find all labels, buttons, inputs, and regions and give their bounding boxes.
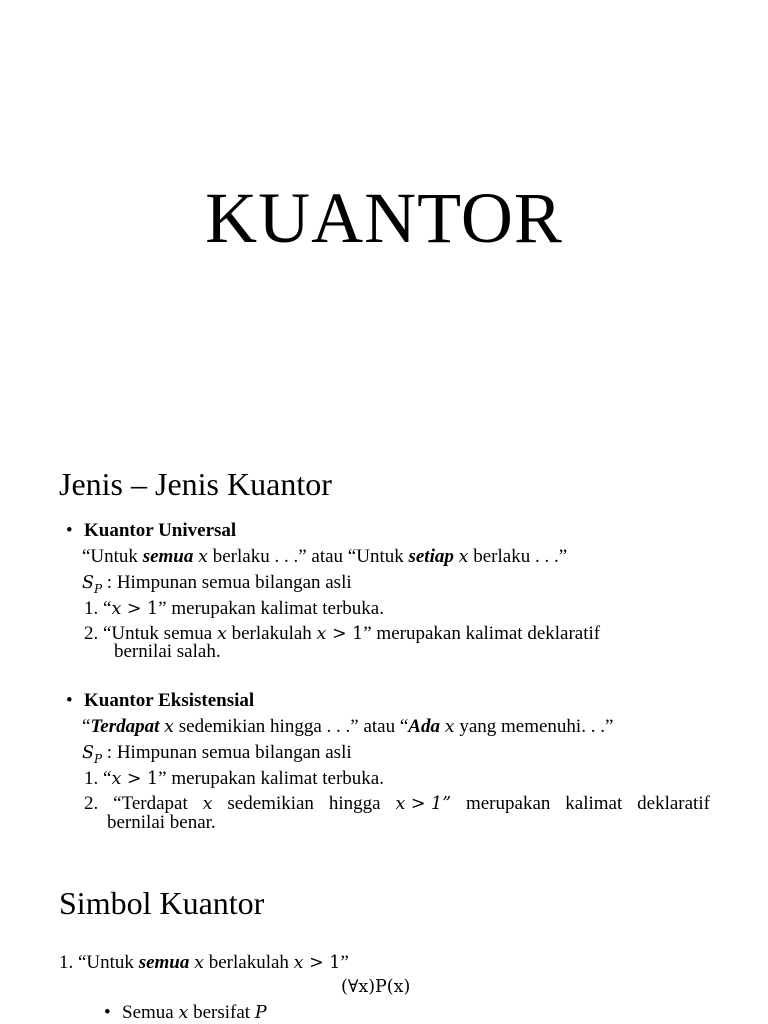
math-set-symbol: S: [82, 743, 94, 763]
math-variable: x: [444, 717, 455, 737]
text-fragment: sedemikian: [227, 793, 314, 814]
emphasis-semua: semua: [142, 546, 194, 567]
math-expression: > 1: [303, 953, 341, 973]
math-subscript: P: [93, 751, 103, 766]
bullet-label: Kuantor Eksistensial: [84, 690, 255, 711]
text-fragment: ” merupakan kalimat terbuka.: [158, 768, 384, 789]
text-fragment: bersifat: [188, 1002, 255, 1023]
section-heading-jenis-kuantor: Jenis – Jenis Kuantor: [59, 466, 332, 502]
text-fragment: Semua: [122, 1002, 179, 1023]
bullet-icon: •: [66, 520, 73, 541]
universal-item-1: [84, 598, 384, 620]
text-fragment: yang memenuhi. . .”: [454, 716, 614, 737]
bullet-icon: •: [66, 690, 73, 711]
simbol-item-1: [59, 952, 349, 974]
math-variable: x: [316, 624, 327, 644]
math-set-symbol: S: [82, 573, 94, 593]
math-expression: x > 1”: [395, 794, 452, 814]
math-variable: x: [198, 547, 208, 567]
math-variable: x: [202, 794, 213, 814]
universal-item-2-continuation: bernilai salah.: [114, 641, 221, 662]
existential-description: [82, 716, 613, 738]
slide-title: KUANTOR: [205, 178, 563, 258]
emphasis-setiap: setiap: [408, 546, 454, 567]
math-variable: P: [254, 1003, 267, 1023]
text-fragment: 2. “Untuk semua: [84, 623, 217, 644]
emphasis-terdapat: Terdapat: [90, 716, 160, 737]
math-variable: x: [216, 624, 227, 644]
bullet-kuantor-eksistensial: [66, 690, 254, 712]
math-expression: > 1: [326, 624, 364, 644]
math-expression: > 1: [121, 769, 159, 789]
math-formula: (∀x)P(x): [341, 977, 411, 997]
text-fragment: : Himpunan semua bilangan asli: [102, 572, 352, 593]
text-fragment: : Himpunan semua bilangan asli: [102, 742, 352, 763]
bullet-icon: •: [104, 1002, 111, 1023]
universal-description: [82, 546, 567, 568]
text-fragment: 1. “: [84, 598, 112, 619]
text-fragment: ”: [340, 952, 349, 973]
text-fragment: “Terdapat: [113, 793, 188, 814]
text-fragment: berlaku . . .”: [468, 546, 568, 567]
text-fragment: “Untuk: [82, 546, 143, 567]
text-fragment: ” merupakan kalimat deklaratif: [363, 623, 601, 644]
text-fragment: hingga: [328, 793, 381, 814]
text-fragment: merupakan: [465, 793, 551, 814]
emphasis-semua: semua: [138, 952, 190, 973]
existential-item-1: [84, 768, 384, 790]
bullet-kuantor-universal: [66, 520, 236, 542]
text-fragment: berlakulah: [203, 952, 294, 973]
section-heading-simbol-kuantor: Simbol Kuantor: [59, 885, 265, 921]
text-fragment: kalimat: [565, 793, 623, 814]
universal-domain: [82, 572, 352, 600]
text-fragment: deklaratif: [637, 793, 710, 814]
math-variable: x: [164, 717, 175, 737]
existential-domain: [82, 742, 352, 770]
text-fragment: sedemikian hingga . . .” atau “: [174, 716, 409, 737]
math-variable: x: [194, 953, 204, 973]
emphasis-ada: Ada: [408, 716, 440, 737]
math-variable: x: [178, 1003, 189, 1023]
simbol-bullet-semua: [104, 1002, 267, 1024]
math-expression: > 1: [121, 599, 159, 619]
text-fragment: ” merupakan kalimat terbuka.: [158, 598, 384, 619]
existential-item-2-continuation: bernilai benar.: [107, 812, 216, 833]
text-fragment: 1. “Untuk: [59, 952, 139, 973]
math-variable: x: [111, 769, 122, 789]
text-fragment: 2.: [84, 793, 99, 814]
text-fragment: berlaku . . .” atau “Untuk: [207, 546, 409, 567]
math-variable: x: [458, 547, 469, 567]
universal-formula: [341, 976, 410, 998]
text-fragment: 1. “: [84, 768, 112, 789]
text-fragment: berlakulah: [226, 623, 317, 644]
math-variable: x: [293, 953, 304, 973]
math-subscript: P: [93, 581, 103, 596]
text-fragment: “: [82, 716, 91, 737]
math-variable: x: [111, 599, 122, 619]
bullet-label: Kuantor Universal: [84, 520, 237, 541]
